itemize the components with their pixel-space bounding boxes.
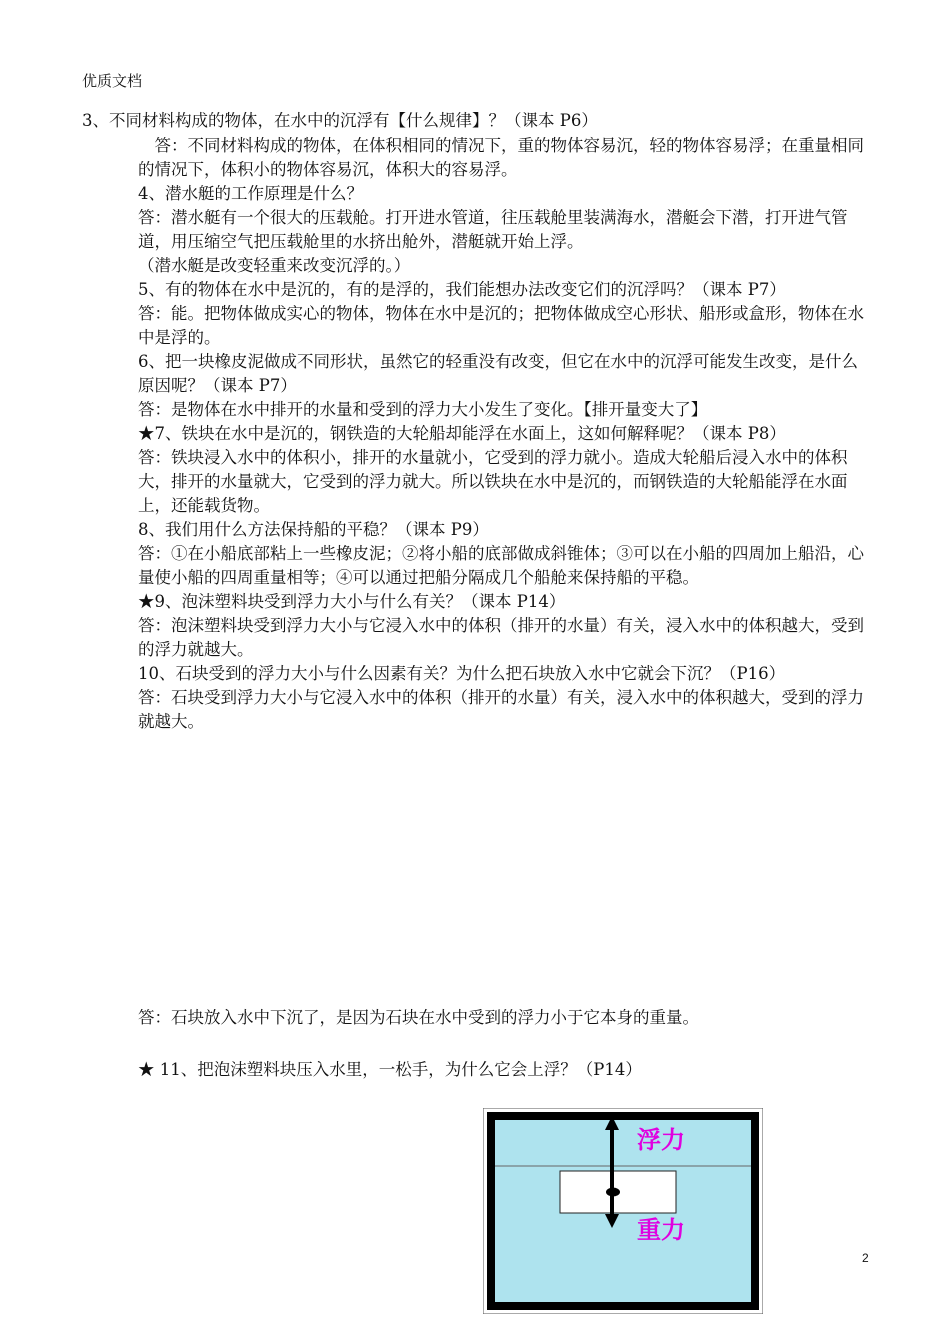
body-line: 8、我们用什么方法保持船的平稳？（课本 P9） bbox=[138, 520, 489, 539]
body-line: 答：石块受到浮力大小与它浸入水中的体积（排开的水量）有关，浸入水中的体积越大，受到的浮力就越大。 bbox=[138, 688, 864, 731]
page-number: 2 bbox=[862, 1251, 869, 1265]
body-line: 答：①在小船底部粘上一些橡皮泥；②将小船的底部做成斜锥体；③可以在小船的四周加上船沿，心量使小船的四周重量相等；④可以通过把船分隔成几个船舱来保持船的平稳。 bbox=[138, 544, 864, 587]
document-body bbox=[138, 134, 873, 734]
body-line: ★7、铁块在水中是沉的，钢铁造的大轮船却能浮在水面上，这如何解释呢？（课本 P8） bbox=[138, 424, 786, 443]
body-line: 6、把一块橡皮泥做成不同形状，虽然它的轻重没有改变，但它在水中的沉浮可能发生改变，是什么原因呢？（课本 P7） bbox=[138, 352, 858, 395]
body-line: ★9、泡沫塑料块受到浮力大小与什么有关？（课本 P14） bbox=[138, 592, 566, 611]
body-line: 5、有的物体在水中是沉的，有的是浮的，我们能想办法改变它们的沉浮吗？（课本 P7） bbox=[138, 280, 786, 299]
center-point bbox=[606, 1188, 620, 1197]
body-line: 答：铁块浸入水中的体积小，排开的水量就小，它受到的浮力就小。造成大轮船后浸入水中的体积大，排开的水量就大，它受到的浮力就大。所以铁块在水中是沉的，而钢铁造的大轮船能浮在水面上，还能载货物。 bbox=[138, 448, 848, 515]
buoyancy-diagram bbox=[483, 1108, 763, 1314]
body-line: 10、石块受到的浮力大小与什么因素有关？为什么把石块放入水中它就会下沉？（P16） bbox=[138, 664, 786, 683]
answer-10-sinking: 答：石块放入水中下沉了，是因为石块在水中受到的浮力小于它本身的重量。 bbox=[138, 1008, 699, 1027]
gravity-label: 重力 bbox=[637, 1216, 685, 1244]
body-line: （潜水艇是改变轻重来改变沉浮的。） bbox=[138, 256, 411, 275]
body-line: 4、潜水艇的工作原理是什么？ bbox=[138, 184, 363, 203]
body-line: 答：不同材料构成的物体，在体积相同的情况下，重的物体容易沉，轻的物体容易浮；在重量相同的情况下，体积小的物体容易沉，体积大的容易浮。 bbox=[138, 136, 864, 179]
question-11: ★ 11、把泡沫塑料块压入水里，一松手，为什么它会上浮？（P14） bbox=[138, 1060, 642, 1079]
body-line: 答：潜水艇有一个很大的压载舱。打开进水管道，往压载舱里装满海水，潜艇会下潜，打开进气管道，用压缩空气把压载舱里的水挤出舱外，潜艇就开始上浮。 bbox=[138, 208, 848, 251]
body-line: 答：能。把物体做成实心的物体，物体在水中是沉的；把物体做成空心形状、船形或盒形，物体在水中是浮的。 bbox=[138, 304, 864, 347]
buoyancy-label: 浮力 bbox=[637, 1126, 685, 1154]
body-line: 答：是物体在水中排开的水量和受到的浮力大小发生了变化。【排开量变大了】 bbox=[138, 400, 708, 419]
body-line: 答：泡沫塑料块受到浮力大小与它浸入水中的体积（排开的水量）有关，浸入水中的体积越大，受到的浮力就越大。 bbox=[138, 616, 864, 659]
page-header: 优质文档 bbox=[82, 72, 143, 90]
question-3: 3、不同材料构成的物体，在水中的沉浮有【什么规律】？（课本 P6） bbox=[82, 111, 598, 130]
